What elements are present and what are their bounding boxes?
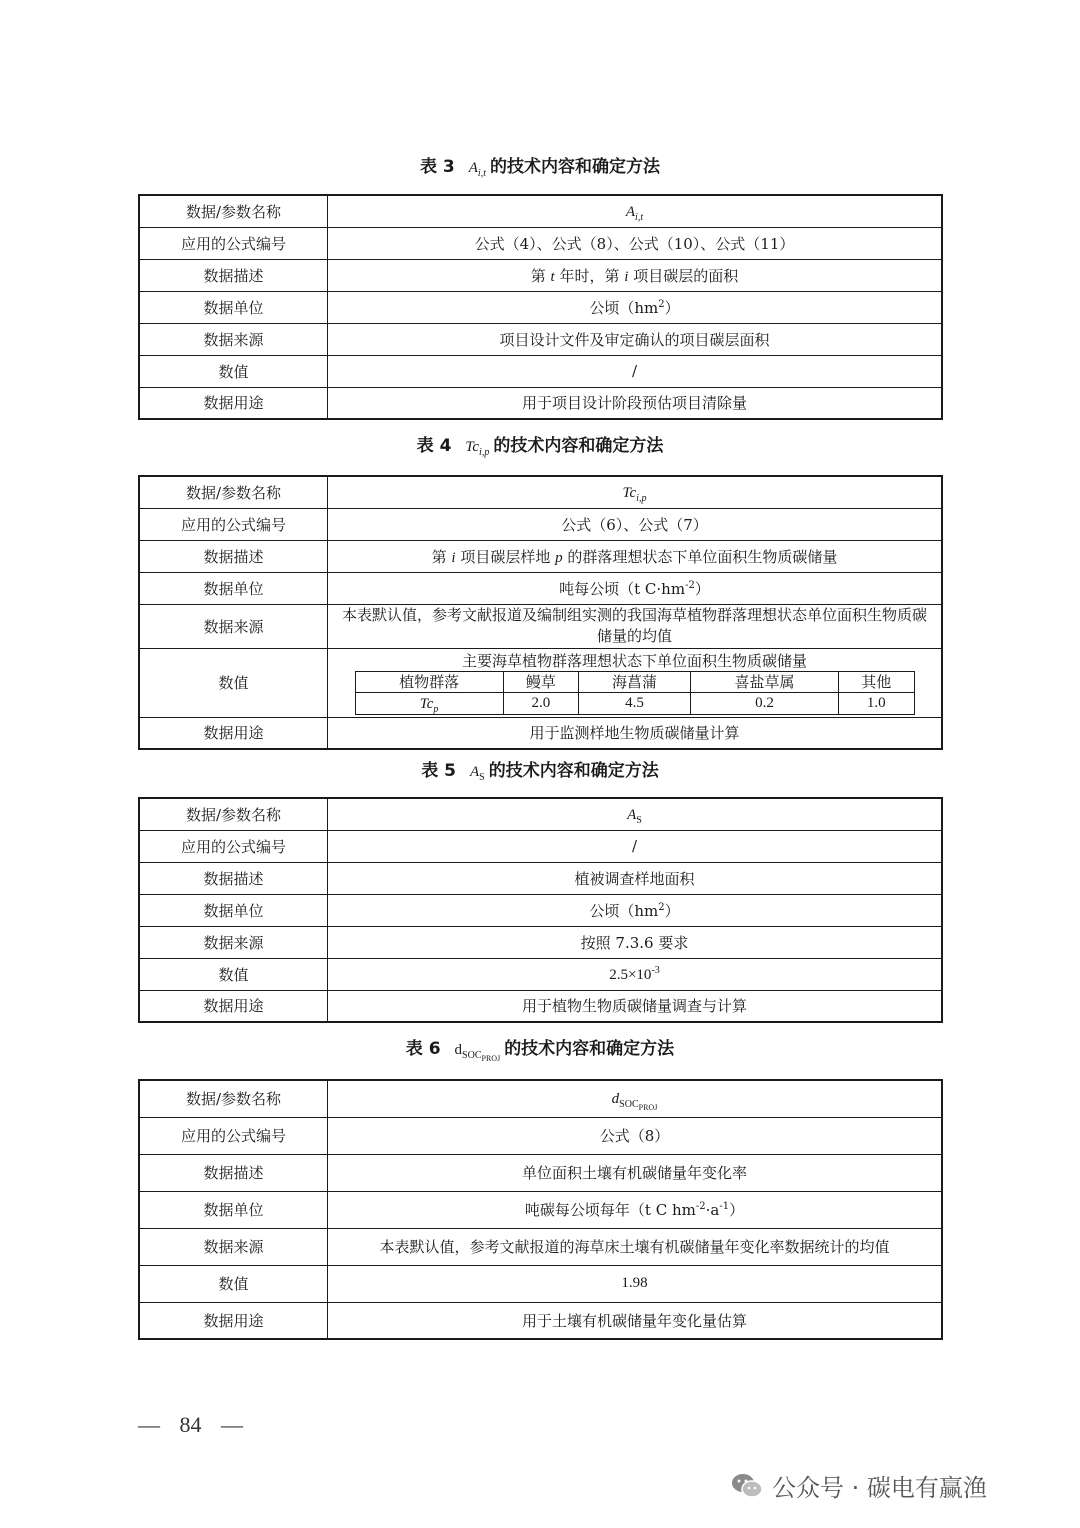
table4-value: 第 i 项目碳层样地 p 的群落理想状态下单位面积生物质碳储量 xyxy=(328,540,943,572)
watermark xyxy=(730,1468,987,1503)
footer-dash-right: — xyxy=(221,1412,243,1437)
table5-value: / xyxy=(328,830,943,862)
table4-value: $Tc_{i,p}$ xyxy=(328,476,943,508)
nested-header-cell: 喜盐草属 xyxy=(690,671,838,692)
nested-header-cell: 植物群落 xyxy=(355,671,503,692)
nested-header-cell: 鳗草 xyxy=(503,671,578,692)
table4-label: 数值 xyxy=(139,648,328,717)
table6 xyxy=(138,1079,943,1340)
table4-label: 数据描述 xyxy=(139,540,328,572)
footer-dash-left: — xyxy=(138,1412,160,1437)
page-number: 84 xyxy=(179,1412,202,1437)
table3-value: 第 t 年时，第 i 项目碳层的面积 xyxy=(328,259,943,291)
table6-value: 本表默认值，参考文献报道的海草床土壤有机碳储量年变化率数据统计的均值 xyxy=(328,1228,943,1265)
table3-label: 应用的公式编号 xyxy=(139,227,328,259)
nested-value-cell: 2.0 xyxy=(503,692,578,714)
nested-value-cell: 0.2 xyxy=(690,692,838,714)
table4 xyxy=(138,475,943,750)
table6-label: 数据单位 xyxy=(139,1191,328,1228)
table5-value: 公顷$(hm^2)$ xyxy=(328,894,943,926)
nested-value-cell: 4.5 xyxy=(579,692,691,714)
table4-value: 用于监测样地生物质碳储量计算 xyxy=(328,717,943,749)
table6-caption: 表 6 $d_{SOC_{PROJ}}$ 的技术内容和确定方法 xyxy=(405,1039,675,1063)
table5-caption: 表 5 $A_S$ 的技术内容和确定方法 xyxy=(421,761,659,783)
table4-label: 数据/参数名称 xyxy=(139,476,328,508)
table4-label: 数据来源 xyxy=(139,604,328,648)
table5-label: 数据/参数名称 xyxy=(139,798,328,830)
table5-value: $2.5\times 10^{-3}$ xyxy=(328,958,943,990)
table6-value: 单位面积土壤有机碳储量年变化率 xyxy=(328,1154,943,1191)
table3-value: 公顷$(hm^2)$ xyxy=(328,291,943,323)
nested-table-title: 主要海草植物群落理想状态下单位面积生物质碳储量 xyxy=(461,651,807,670)
table5-value: 用于植物生物质碳储量调查与计算 xyxy=(328,990,943,1022)
nested-table xyxy=(355,671,915,715)
nested-row-label: $Tc_p$ xyxy=(355,692,503,714)
table6-label: 应用的公式编号 xyxy=(139,1117,328,1154)
table6-label: 数据/参数名称 xyxy=(139,1080,328,1117)
table5 xyxy=(138,797,943,1023)
table4-value: 吨每公顷（t $C\cdot hm^{-2}$） xyxy=(328,572,943,604)
table4-value: 公式（6）、公式（7） xyxy=(328,508,943,540)
table3-label: 数据描述 xyxy=(139,259,328,291)
watermark-text: 公众号 · 碳电有赢渔 xyxy=(772,1474,987,1502)
table6-label: 数据来源 xyxy=(139,1228,328,1265)
table5-label: 数据来源 xyxy=(139,926,328,958)
table6-value: 公式（8） xyxy=(328,1117,943,1154)
table5-label: 数据描述 xyxy=(139,862,328,894)
table6-value: $d_{SOC_{PROJ}}$ xyxy=(328,1080,943,1117)
table5-label: 数值 xyxy=(139,958,328,990)
nested-value-cell: 1.0 xyxy=(839,692,914,714)
table6-value: 1.98 xyxy=(328,1265,943,1302)
table4-value-nested xyxy=(328,648,943,717)
table3-label: 数据单位 xyxy=(139,291,328,323)
nested-header-cell: 其他 xyxy=(839,671,914,692)
table6-value: 用于土壤有机碳储量年变化量估算 xyxy=(328,1302,943,1339)
table4-value: 本表默认值，参考文献报道及编制组实测的我国海草植物群落理想状态单位面积生物质碳储量的均值 xyxy=(328,604,943,648)
table5-value: 按照 7.3.6 要求 xyxy=(328,926,943,958)
table4-label: 数据用途 xyxy=(139,717,328,749)
table5-value: 植被调查样地面积 xyxy=(328,862,943,894)
table4-caption: 表 4 $Tc_{i,p}$ 的技术内容和确定方法 xyxy=(416,436,664,458)
table3-label: 数据/参数名称 xyxy=(139,195,328,227)
table3-value: 项目设计文件及审定确认的项目碳层面积 xyxy=(328,323,943,355)
page-footer xyxy=(138,1412,243,1438)
table3-value: / xyxy=(328,355,943,387)
table5-label: 数据用途 xyxy=(139,990,328,1022)
table5-label: 应用的公式编号 xyxy=(139,830,328,862)
table3 xyxy=(138,194,943,420)
table4-label: 应用的公式编号 xyxy=(139,508,328,540)
table3-label: 数据来源 xyxy=(139,323,328,355)
table3-value: $A_{i,t}$ xyxy=(328,195,943,227)
table5-value: $A_S$ xyxy=(328,798,943,830)
table6-label: 数据描述 xyxy=(139,1154,328,1191)
wechat-icon xyxy=(730,1471,764,1501)
table6-value: 吨碳每公顷每年（t C $hm^{-2}\cdot a^{-1}$） xyxy=(328,1191,943,1228)
table5-label: 数据单位 xyxy=(139,894,328,926)
table3-label: 数据用途 xyxy=(139,387,328,419)
table6-label: 数据用途 xyxy=(139,1302,328,1339)
table6-label: 数值 xyxy=(139,1265,328,1302)
table3-label: 数值 xyxy=(139,355,328,387)
table3-caption: 表 3 $A_{i,t}$ 的技术内容和确定方法 xyxy=(420,157,660,179)
nested-header-cell: 海菖蒲 xyxy=(579,671,691,692)
table3-value: 公式（4）、公式（8）、公式（10）、公式（11） xyxy=(328,227,943,259)
table4-label: 数据单位 xyxy=(139,572,328,604)
table3-value: 用于项目设计阶段预估项目清除量 xyxy=(328,387,943,419)
